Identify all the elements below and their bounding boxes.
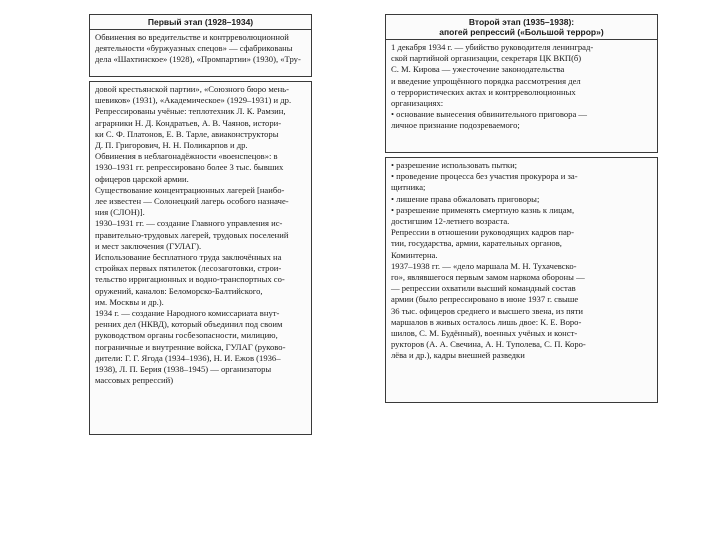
second-stage-header-line2: апогей репрессий («Большой террор») [439,27,604,37]
second-stage-body-box [385,157,658,403]
second-stage-header [386,15,657,40]
second-stage-intro-text: 1 декабря 1934 г. — убийство руководителя ленинград- ской партийной организации, секретаря ЦК ВКП(б) С. М. Кирова — ужесточение законодательства и введение упрощённого порядка рассмотрения дел о террористических актах и контрреволюционных организациях: • основание вынесения обвинительного приговора — личное признание подозреваемого; [391,42,594,131]
first-stage-body-box [89,81,312,435]
second-stage-body-text: • разрешение использовать пытки; • проведение процесса без участия прокурора и за- щитника; • лишение права обжаловать приговоры; • разрешение применять смертную казнь к лицам, достигшим 12-летнего возраста. Репрессии в отношении руководящих кадров пар- тии, государства, армии, карательных органов, Коминтерна. 1937–1938 гг. — «дело маршала М. Н. Тухачевско- го», являвшегося первым замом наркома обороны — — репрессии охватили высший командный состав армии (было репрессировано в июне 1937 г. свыше 36 тыс. офицеров среднего и высшего звена, из пяти маршалов в живых осталось лишь двое: К. Е. Воро- шилов, С. М. Будённый), военных учёных и конст- рукторов (А. А. Свечина, А. Н. Туполева, С. П. Коро- лёва и др.), кадры внешней разведки [391,160,586,361]
second-stage-top-box [385,14,658,153]
second-stage-header-line1: Второй этап (1935–1938): [468,17,575,27]
first-stage-header: Первый этап (1928–1934) [90,15,311,30]
first-stage-intro-text: Обвинения во вредительстве и контрреволюционной деятельности «буржуазных спецов» — сфабрикованы дела «Шахтинское» (1928), «Промпартии» (1930), «Тру- [95,32,301,65]
first-stage-top-box [89,14,312,77]
first-stage-body-text: довой крестьянской партии», «Союзного бюро мень- шевиков» (1931), «Академическое» (1929–1931) и др. Репрессированы учёные: теплотехник Л. К. Рамзин, аграрники Н. Д. Кондратьев, А. В. Чаянов, истори- ки С. Ф. Платонов, Е. В. Тарле, авиаконструкторы Д. П. Григорович, Н. Н. Поликарпов и др. Обвинения в неблагонадёжности «военспецов»: в 1930–1931 гг. репрессировано более 3 тыс. бывших офицеров царской армии. Существование концентрационных лагерей [наибо- лее известен — Солонецкий лагерь особого назначе- ния (СЛОН)]. 1930–1931 гг. — создание Главного управления ис- правительно-трудовых лагерей, трудовых поселений и мест заключения (ГУЛАГ). Использование бесплатного труда заключённых на стройках первых пятилеток (лесозаготовки, строи- тельство ирригационных и водно-транспортных со- оружений, каналов: Беломорско-Балтийского, им. Москвы и др.). 1934 г. — создание Народного комиссариата внут- ренних дел (НКВД), который объединил под своим руководством органы госбезопасности, милицию, пограничные и внутренние войска, ГУЛАГ (руково- дители: Г. Г. Ягода (1934–1936), Н. И. Ежов (1936– 1938), Л. П. Берия (1938–1945) — организаторы массовых репрессий) [95,84,292,386]
